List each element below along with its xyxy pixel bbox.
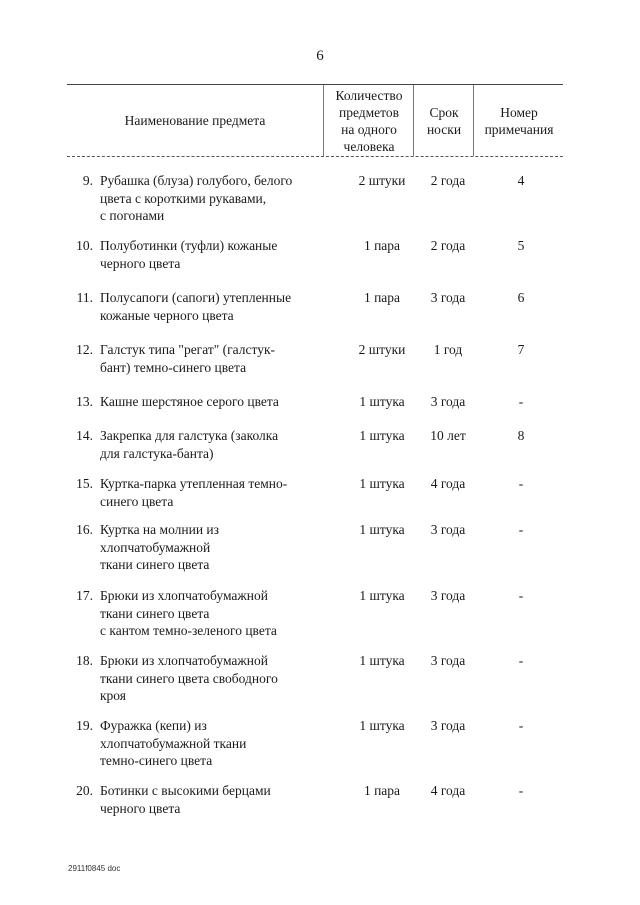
item-note-number: - — [518, 476, 524, 491]
item-wear-term: 2 года — [430, 173, 466, 188]
item-note-number: 7 — [517, 342, 525, 357]
item-name-line: с кантом темно-зеленого цвета — [100, 623, 277, 638]
item-name-line: Брюки из хлопчатобумажной — [100, 588, 268, 603]
item-quantity: 1 пара — [363, 783, 401, 798]
item-wear-term: 2 года — [430, 238, 466, 253]
file-reference: 2911f0845 doc — [68, 864, 121, 873]
item-name — [100, 427, 335, 462]
item-quantity: 1 штука — [359, 588, 405, 603]
item-note-number: 5 — [517, 238, 525, 253]
item-name-line: Ботинки с высокими берцами — [100, 783, 271, 798]
item-wear-term: 10 лет — [430, 428, 466, 443]
item-name-line: Брюки из хлопчатобумажной — [100, 653, 268, 668]
item-name-line: ткани синего цвета — [100, 605, 210, 621]
item-note-number: - — [518, 588, 524, 603]
item-name — [100, 782, 335, 817]
item-name-line: для галстука-банта) — [100, 445, 214, 461]
item-note-number: - — [518, 783, 524, 798]
item-note-number: - — [518, 653, 524, 668]
item-name — [100, 172, 335, 225]
item-name — [100, 341, 335, 376]
item-name — [100, 393, 335, 411]
row-number: 17. — [76, 588, 93, 603]
row-number: 11. — [76, 290, 93, 305]
item-name — [100, 289, 335, 324]
item-wear-term: 3 года — [430, 653, 466, 668]
row-number: 9. — [82, 173, 93, 188]
item-note-number: 8 — [517, 428, 525, 443]
row-number: 12. — [76, 342, 93, 357]
item-name-line: Куртка-парка утепленная темно- — [100, 476, 288, 491]
item-note-number: - — [518, 394, 524, 409]
item-name-line: черного цвета — [100, 800, 181, 816]
item-name — [100, 587, 335, 640]
item-wear-term: 3 года — [430, 522, 466, 537]
item-quantity: 1 штука — [359, 476, 405, 491]
header-note-number: Номер примечания — [473, 85, 564, 156]
row-number: 13. — [76, 394, 93, 409]
item-name-line: Рубашка (блуза) голубого, белого — [100, 173, 293, 188]
item-note-number: - — [518, 718, 524, 733]
item-name-line: хлопчатобумажной — [100, 539, 211, 555]
item-quantity: 1 штука — [359, 718, 405, 733]
item-name — [100, 475, 335, 510]
item-name — [100, 717, 335, 770]
item-note-number: 6 — [517, 290, 525, 305]
row-number: 15. — [76, 476, 93, 491]
item-name-line: ткани синего цвета свободного — [100, 670, 278, 686]
item-quantity: 1 штука — [359, 394, 405, 409]
header-item-name: Наименование предмета — [124, 113, 266, 128]
item-quantity: 1 штука — [359, 428, 405, 443]
item-name-line: темно-синего цвета — [100, 753, 213, 768]
item-name-line: кожаные черного цвета — [100, 307, 234, 323]
item-quantity: 2 штуки — [358, 342, 406, 357]
row-number: 19. — [76, 718, 93, 733]
item-wear-term: 3 года — [430, 394, 466, 409]
item-name-line: Куртка на молнии из — [100, 522, 219, 537]
item-name-line: Полусапоги (сапоги) утепленные — [100, 290, 292, 305]
item-name-line: Фуражка (кепи) из — [100, 718, 207, 733]
item-name — [100, 652, 335, 705]
item-quantity: 1 пара — [363, 238, 401, 253]
item-name-line: бант) темно-синего цвета — [100, 359, 247, 375]
item-wear-term: 3 года — [430, 718, 466, 733]
item-name-line: кроя — [100, 688, 127, 703]
header-quantity: Количество предметов на одного человека — [323, 85, 414, 156]
item-name-line: Кашне шерстяное серого цвета — [100, 394, 279, 409]
item-wear-term: 1 год — [433, 342, 463, 357]
item-name — [100, 237, 335, 272]
row-number: 10. — [76, 238, 93, 253]
item-note-number: 4 — [517, 173, 525, 188]
row-number: 18. — [76, 653, 93, 668]
item-name — [100, 521, 335, 574]
item-name-line: хлопчатобумажной ткани — [100, 735, 247, 751]
item-wear-term: 4 года — [430, 783, 466, 798]
item-quantity: 1 пара — [363, 290, 401, 305]
table-header — [67, 84, 563, 157]
item-name-line: цвета с короткими рукавами, — [100, 190, 267, 206]
row-number: 16. — [76, 522, 93, 537]
item-wear-term: 3 года — [430, 290, 466, 305]
item-quantity: 2 штуки — [358, 173, 406, 188]
item-quantity: 1 штука — [359, 653, 405, 668]
item-name-line: синего цвета — [100, 493, 174, 509]
row-number: 20. — [76, 783, 93, 798]
item-quantity: 1 штука — [359, 522, 405, 537]
header-wear-term: Срок носки — [413, 85, 474, 156]
row-number: 14. — [76, 428, 93, 443]
item-wear-term: 4 года — [430, 476, 466, 491]
item-name-line: черного цвета — [100, 255, 181, 271]
item-note-number: - — [518, 522, 524, 537]
item-name-line: ткани синего цвета — [100, 557, 210, 572]
item-wear-term: 3 года — [430, 588, 466, 603]
item-name-line: Галстук типа "регат" (галстук- — [100, 342, 276, 357]
item-name-line: Полуботинки (туфли) кожаные — [100, 238, 278, 253]
page-number: 6 — [316, 48, 324, 64]
item-name-line: с погонами — [100, 208, 165, 223]
item-name-line: Закрепка для галстука (заколка — [100, 428, 279, 443]
